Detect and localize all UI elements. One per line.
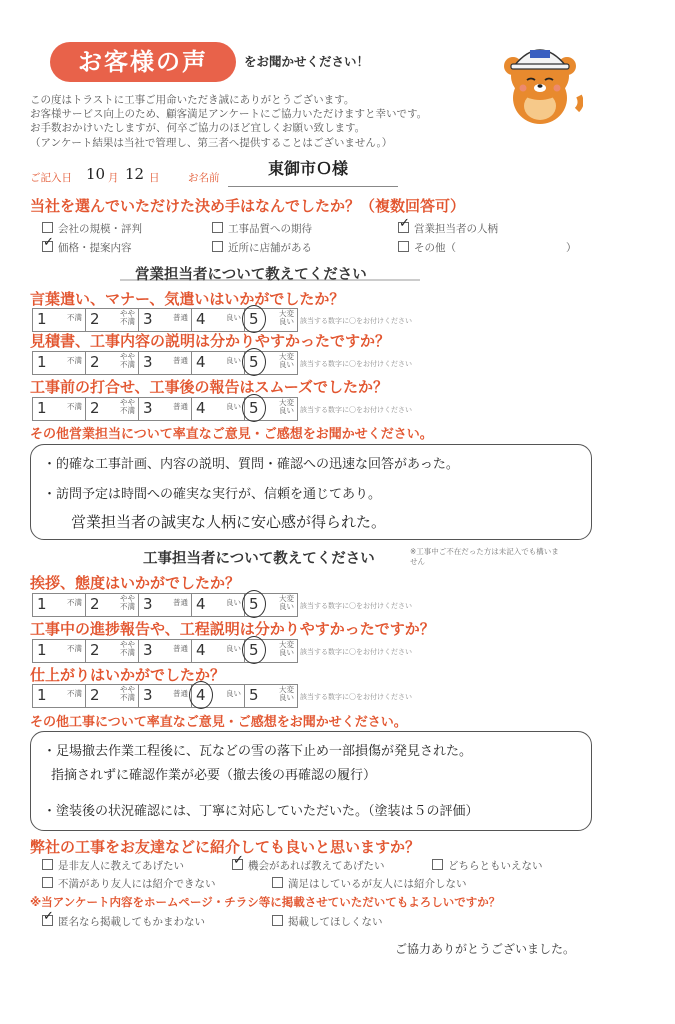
page-subtitle: をお聞かせください！ xyxy=(244,54,370,69)
scale-hint: 該当する数字に〇をお付けください xyxy=(300,317,412,325)
intro-line: お手数おかけいたしますが、何卒ご協力のほど宜しくお願い致します。 xyxy=(30,122,366,135)
intro-line: （アンケート結果は当社で管理し、第三者へ提供することはございません。） xyxy=(30,136,393,149)
scale-hint: 該当する数字に〇をお付けください xyxy=(300,602,412,610)
name-label: お名前 xyxy=(188,172,220,184)
referral-option[interactable]: 不満があり友人には紹介できない xyxy=(42,876,216,891)
publish-option[interactable]: 掲載してほしくない xyxy=(272,914,383,929)
thanks-text: ご協力ありがとうございました。 xyxy=(394,942,575,956)
comment-line: ・塗装後の状況確認には、丁寧に対応していただいた。（塗装は５の評価） xyxy=(43,804,479,819)
rating-scale[interactable]: 1 不満 2 やや 不満 3 普通 4 良い 5 大変 良い xyxy=(32,684,298,708)
reason-option[interactable]: 近所に店舗がある xyxy=(212,240,312,255)
sales-question: 見積書、工事内容の説明は分かりやすかったですか？ xyxy=(30,332,391,350)
mascot-bear-icon xyxy=(497,36,583,128)
checkbox-icon xyxy=(212,241,223,252)
checkbox-icon xyxy=(42,222,53,233)
construction-comment-prompt: その他工事について率直なご意見・ご感想をお聞かせください。 xyxy=(30,715,407,730)
rating-scale[interactable]: 1 不満 2 やや 不満 3 普通 4 良い 5 大変 良い xyxy=(32,308,298,332)
sales-question: 言葉遣い、マナー、気遣いはいかがでしたか？ xyxy=(30,290,345,308)
rating-scale[interactable]: 1 不満 2 やや 不満 3 普通 4 良い 5 大変 良い xyxy=(32,351,298,375)
referral-question: 弊社の工事をお友達などに紹介しても良いと思いますか？ xyxy=(30,838,421,856)
construction-comment-box[interactable] xyxy=(30,731,592,831)
name-underline xyxy=(228,186,398,187)
day-char: 日 xyxy=(149,172,160,184)
scale-hint: 該当する数字に〇をお付けください xyxy=(300,648,412,656)
rating-circle-icon xyxy=(242,636,266,664)
checkbox-icon xyxy=(232,859,243,870)
rating-scale[interactable]: 1 不満 2 やや 不満 3 普通 4 良い 5 大変 良い xyxy=(32,593,298,617)
rating-scale[interactable]: 1 不満 2 やや 不満 3 普通 4 良い 5 大変 良い xyxy=(32,639,298,663)
reason-question: 当社を選んでいただけた決め手はなんでしたか？（複数回答可） xyxy=(30,197,466,215)
page-title: お客様の声 xyxy=(50,42,236,82)
intro-line: この度はトラストに工事ご用命いただき誠にありがとうございます。 xyxy=(30,94,355,106)
month-char: 月 xyxy=(108,172,119,184)
checkbox-icon xyxy=(432,859,443,870)
sales-question: 工事前の打合せ、工事後の報告はスムーズでしたか？ xyxy=(30,378,389,396)
date-month: 10 xyxy=(86,165,106,183)
rating-circle-icon xyxy=(242,305,266,333)
construction-question: 工事中の進捗報告や、工程説明は分かりやすかったですか？ xyxy=(30,620,435,638)
rating-circle-icon xyxy=(242,394,266,422)
referral-option[interactable]: どちらともいえない xyxy=(432,858,543,873)
rating-scale[interactable]: 1 不満 2 やや 不満 3 普通 4 良い 5 大変 良い xyxy=(32,397,298,421)
scale-hint: 該当する数字に〇をお付けください xyxy=(300,693,412,701)
other-close: ） xyxy=(566,242,577,254)
scale-hint: 該当する数字に〇をお付けください xyxy=(300,406,412,414)
date-day: 12 xyxy=(125,165,145,183)
referral-option[interactable]: 満足はしているが友人には紹介しない xyxy=(272,876,467,891)
comment-line: 営業担当者の誠実な人柄に安心感が得られた。 xyxy=(71,513,387,531)
construction-note: ※工事中ご不在だった方は未記入でも構いません xyxy=(410,547,559,566)
sales-comment-prompt: その他営業担当について率直なご意見・ご感想をお聞かせください。 xyxy=(30,427,433,442)
comment-line: ・足場撤去作業工程後に、瓦などの雪の落下止め一部損傷が発見された。 xyxy=(43,744,473,759)
construction-heading: 工事担当者について教えてください xyxy=(143,551,375,567)
name-value: 東御市Ｏ様 xyxy=(268,159,349,178)
referral-option[interactable]: 是非友人に教えてあげたい xyxy=(42,858,184,873)
sales-comment-box[interactable] xyxy=(30,444,592,540)
scale-hint: 該当する数字に〇をお付けください xyxy=(300,360,412,368)
checkbox-icon xyxy=(398,241,409,252)
comment-line: 指摘されずに確認作業が必要（撤去後の再確認の履行） xyxy=(51,768,377,783)
reason-option[interactable]: その他（ xyxy=(398,240,456,255)
rating-circle-icon xyxy=(242,348,266,376)
publish-option[interactable]: ✓匿名なら掲載してもかまわない xyxy=(42,914,205,929)
rating-circle-icon xyxy=(242,590,266,618)
checkbox-icon xyxy=(272,877,283,888)
construction-question: 挨拶、態度はいかがでしたか？ xyxy=(30,574,241,592)
checkbox-icon xyxy=(212,222,223,233)
rating-circle-icon xyxy=(189,681,213,709)
reason-option[interactable]: 会社の規模・評判 xyxy=(42,221,142,236)
checkbox-icon xyxy=(272,915,283,926)
referral-option[interactable]: ✓ 機会があれば教えてあげたい xyxy=(232,858,385,873)
checkbox-icon xyxy=(42,877,53,888)
date-label: ご記入日 xyxy=(30,172,72,184)
reason-option[interactable]: 工事品質への期待 xyxy=(212,221,312,236)
comment-line: ・的確な工事計画、内容の説明、質問・確認への迅速な回答があった。 xyxy=(43,457,459,472)
construction-question: 仕上がりはいかがでしたか？ xyxy=(30,666,226,684)
checkbox-icon xyxy=(398,222,409,233)
checkbox-icon xyxy=(42,241,53,252)
intro-line: お客様サービス向上のため、顧客満足アンケートにご協力いただけますと幸いです。 xyxy=(30,108,428,121)
checkbox-icon xyxy=(42,859,53,870)
reason-option[interactable]: ✓ 営業担当者の人柄 xyxy=(398,221,498,236)
publish-question: ※当アンケート内容をホームページ・チラシ等に掲載させていただいてもよろしいですか？ xyxy=(30,895,501,909)
sales-heading: 営業担当者について教えてください xyxy=(135,267,367,283)
reason-option[interactable]: ✓価格・提案内容 xyxy=(42,240,132,255)
comment-line: ・訪問予定は時間への確実な実行が、信頼を通じてあり。 xyxy=(43,487,382,502)
intro-text xyxy=(30,93,427,150)
checkbox-icon xyxy=(42,915,53,926)
